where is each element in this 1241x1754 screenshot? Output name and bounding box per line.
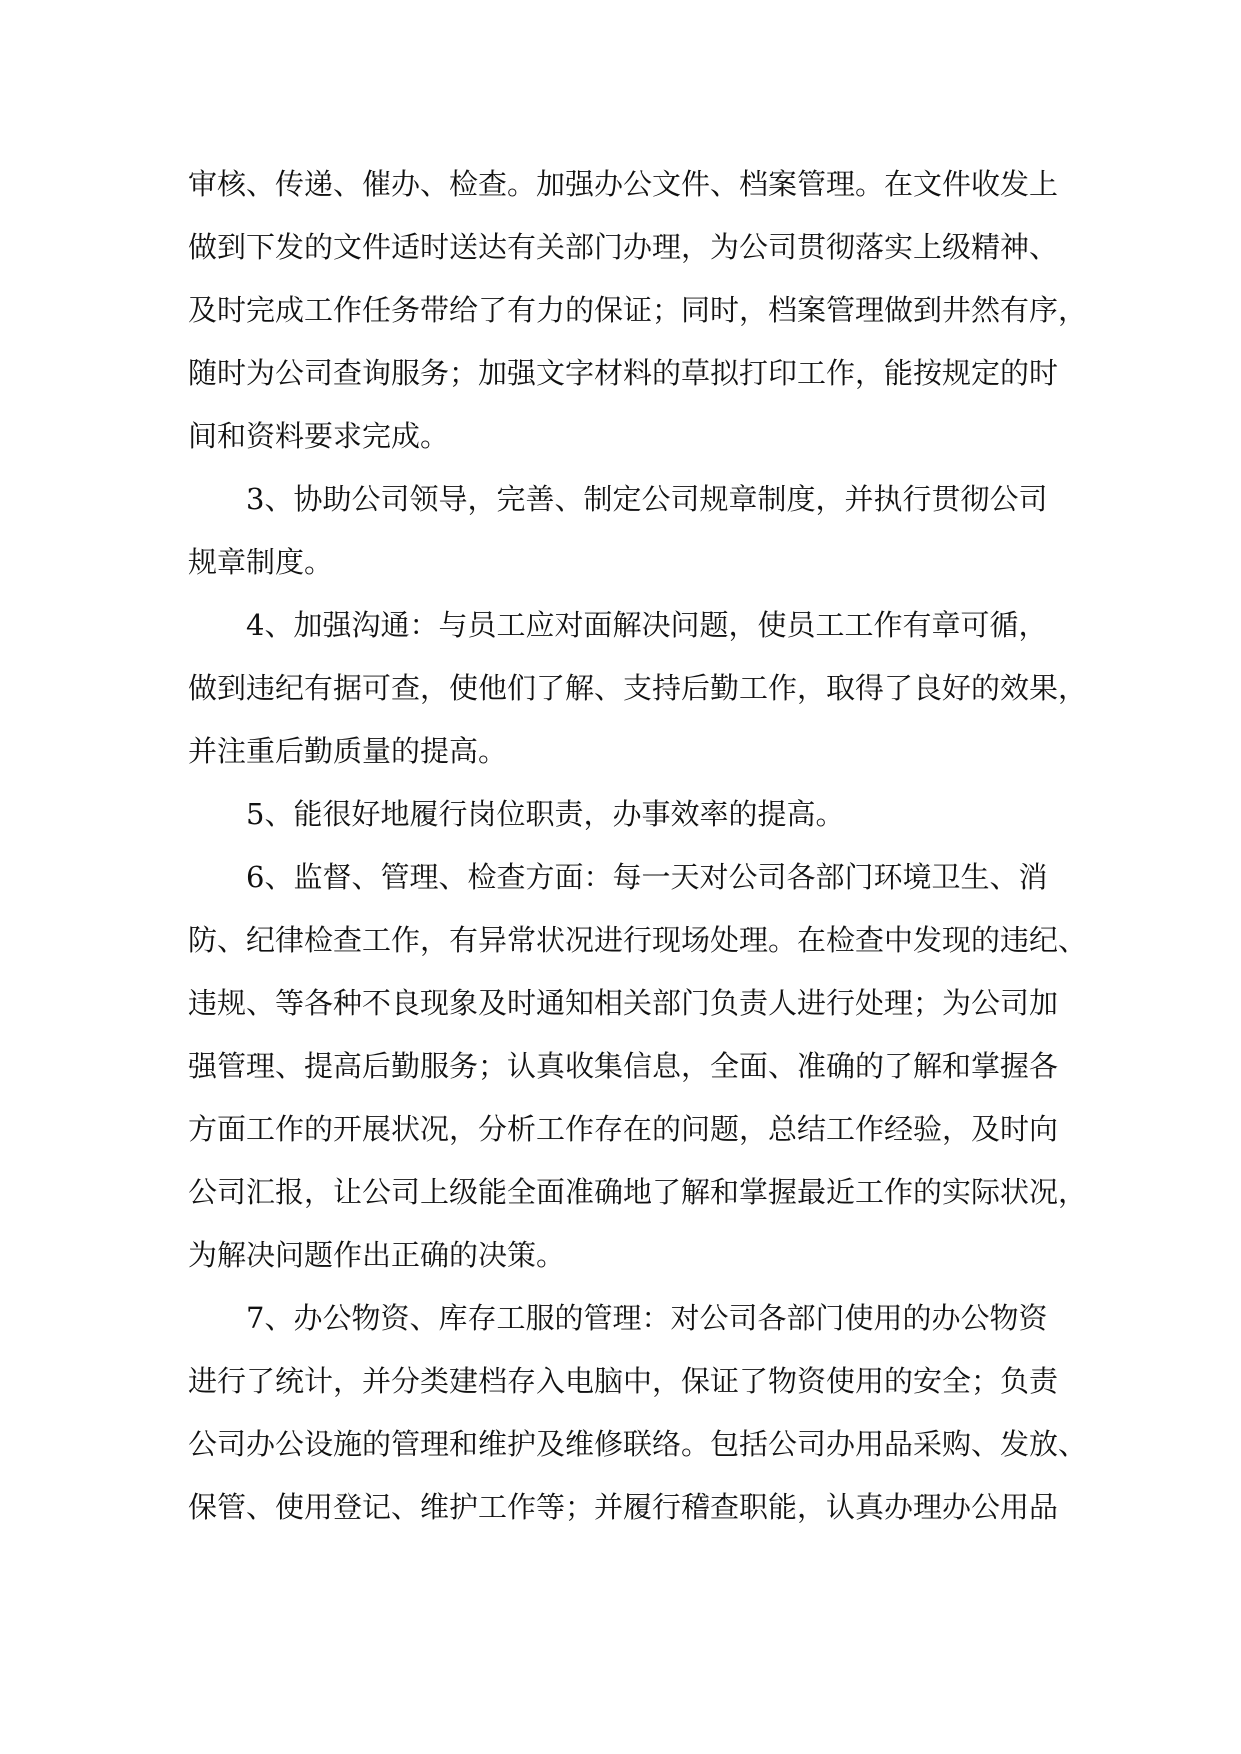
paragraph-continued — [188, 153, 1088, 468]
text-line: 6、监督、管理、检查方面：每一天对公司各部门环境卫生、消 — [246, 860, 1048, 894]
text-line: 审核、传递、催办、检查。加强办公文件、档案管理。在文件收发上 — [188, 167, 1059, 201]
paragraph-item-3 — [188, 468, 1050, 594]
text-line: 做到违纪有据可查，使他们了解、支持后勤工作，取得了良好的效果， — [188, 671, 1088, 705]
paragraph-item-6 — [188, 846, 1088, 1287]
document-body — [188, 153, 1088, 1539]
text-line: 公司汇报，让公司上级能全面准确地了解和掌握最近工作的实际状况， — [188, 1175, 1088, 1209]
text-line: 及时完成工作任务带给了有力的保证；同时，档案管理做到井然有序， — [188, 293, 1088, 327]
text-line: 7、办公物资、库存工服的管理：对公司各部门使用的办公物资 — [246, 1301, 1048, 1335]
text-line: 规章制度。 — [188, 545, 334, 579]
text-line: 进行了统计，并分类建档存入电脑中，保证了物资使用的安全；负责 — [188, 1364, 1059, 1398]
text-line: 保管、使用登记、维护工作等；并履行稽查职能，认真办理办公用品 — [188, 1490, 1059, 1524]
text-line: 防、纪律检查工作，有异常状况进行现场处理。在检查中发现的违纪、 — [188, 923, 1088, 957]
text-line: 3、协助公司领导，完善、制定公司规章制度，并执行贯彻公司 — [246, 482, 1048, 516]
text-line: 5、能很好地履行岗位职责，办事效率的提高。 — [246, 797, 845, 831]
text-line: 随时为公司查询服务；加强文字材料的草拟打印工作，能按规定的时 — [188, 356, 1059, 390]
text-line: 4、加强沟通：与员工应对面解决问题，使员工工作有章可循， — [246, 608, 1048, 642]
text-line: 方面工作的开展状况，分析工作存在的问题，总结工作经验，及时向 — [188, 1112, 1059, 1146]
text-line: 并注重后勤质量的提高。 — [188, 734, 508, 768]
text-line: 公司办公设施的管理和维护及维修联络。包括公司办用品采购、发放、 — [188, 1427, 1088, 1461]
paragraph-item-7 — [188, 1287, 1088, 1539]
text-line: 间和资料要求完成。 — [188, 419, 450, 453]
text-line: 为解决问题作出正确的决策。 — [188, 1238, 566, 1272]
paragraph-item-5 — [188, 783, 1050, 846]
paragraph-item-4 — [188, 594, 1088, 783]
text-line: 违规、等各种不良现象及时通知相关部门负责人进行处理；为公司加 — [188, 986, 1059, 1020]
text-line: 做到下发的文件适时送达有关部门办理，为公司贯彻落实上级精神、 — [188, 230, 1059, 264]
text-line: 强管理、提高后勤服务；认真收集信息，全面、准确的了解和掌握各 — [188, 1049, 1059, 1083]
